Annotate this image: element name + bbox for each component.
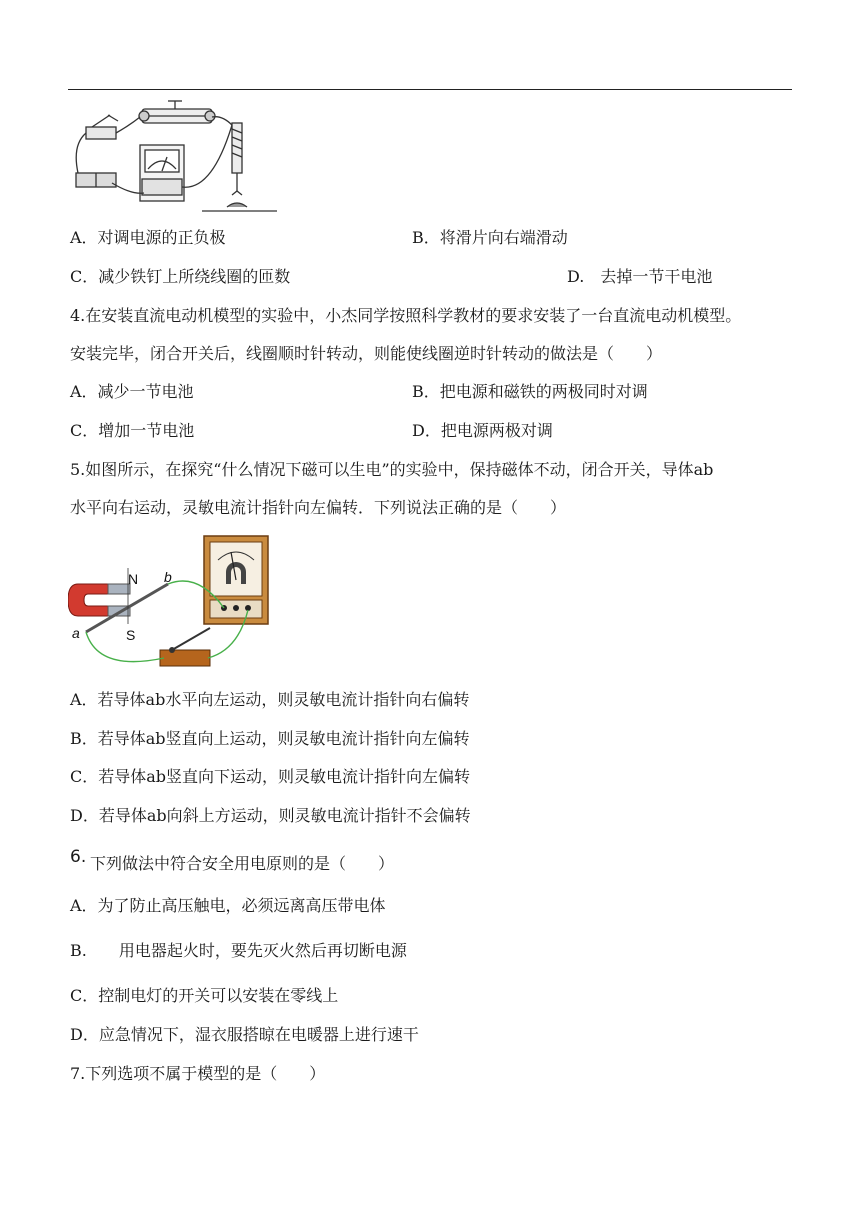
q3-option-d[interactable]: D. 去掉一节干电池 (567, 267, 713, 286)
q6-option-c[interactable]: C．控制电灯的开关可以安装在零线上 (70, 986, 339, 1005)
q5-stem-line2: 水平向右运动，灵敏电流计指针向左偏转．下列说法正确的是（ ） (70, 498, 567, 517)
q5-stem-line1: 5.如图所示，在探究“什么情况下磁可以生电”的实验中，保持磁体不动，闭合开关，导体ab (70, 460, 714, 479)
conductor-a-label: a (72, 625, 80, 641)
q3-option-a[interactable]: A．对调电源的正负极 (70, 228, 226, 247)
header-rule (68, 89, 792, 90)
q6-stem: 下列做法中符合安全用电原则的是（ ） (90, 854, 395, 873)
q3-option-b[interactable]: B．将滑片向右端滑动 (412, 228, 568, 247)
q4-option-b[interactable]: B．把电源和磁铁的两极同时对调 (412, 382, 648, 401)
q4-stem-line2: 安装完毕，闭合开关后，线圈顺时针转动，则能使线圈逆时针转动的做法是（ ） (70, 344, 663, 363)
q6-option-b[interactable]: B. 用电器起火时，要先灭火然后再切断电源 (70, 941, 407, 960)
q7-stem: 7.下列选项不属于模型的是（ ） (70, 1064, 326, 1083)
q5-option-a[interactable]: A．若导体ab水平向左运动，则灵敏电流计指针向右偏转 (70, 690, 470, 709)
q5-option-d[interactable]: D．若导体ab向斜上方运动，则灵敏电流计指针不会偏转 (70, 806, 471, 825)
q4-option-d[interactable]: D．把电源两极对调 (412, 421, 553, 440)
conductor-b-label: b (164, 569, 172, 585)
induction-experiment-figure (68, 532, 280, 674)
magnet-south-label: S (126, 627, 136, 643)
q4-option-a[interactable]: A．减少一节电池 (70, 382, 194, 401)
electromagnet-circuit-figure (72, 95, 277, 215)
q3-option-c[interactable]: C．减少铁钉上所绕线圈的匝数 (70, 267, 291, 286)
q6-number: 6. (70, 847, 87, 867)
q6-option-d[interactable]: D．应急情况下，湿衣服搭晾在电暖器上进行速干 (70, 1025, 419, 1044)
q5-option-c[interactable]: C．若导体ab竖直向下运动，则灵敏电流计指针向左偏转 (70, 767, 471, 786)
magnet-north-label: N (128, 571, 139, 587)
q4-stem-line1: 4.在安装直流电动机模型的实验中，小杰同学按照科学教材的要求安装了一台直流电动机模型。 (70, 306, 742, 325)
q4-option-c[interactable]: C．增加一节电池 (70, 421, 195, 440)
q5-option-b[interactable]: B．若导体ab竖直向上运动，则灵敏电流计指针向左偏转 (70, 729, 470, 748)
q6-option-a[interactable]: A．为了防止高压触电，必须远离高压带电体 (70, 896, 386, 915)
